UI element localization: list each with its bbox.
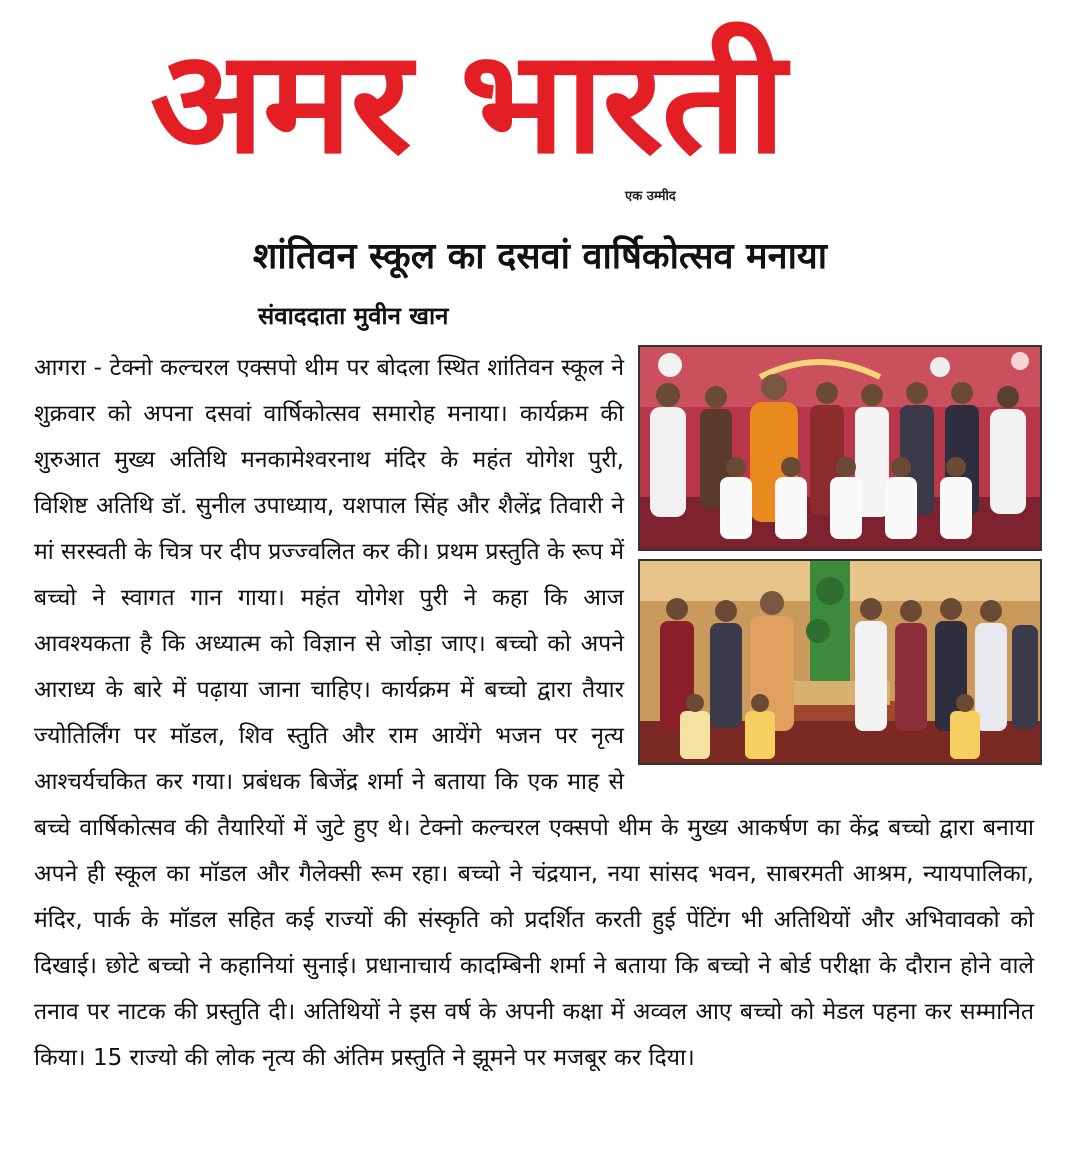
photo-column bbox=[638, 345, 1042, 765]
article-body-text: आगरा - टेक्नो कल्चरल एक्सपो थीम पर बोदला स्थित शांतिवन स्कूल ने शुक्रवार को अपना दसवां वार्षिकोत्सव समारोह मनाया। कार्यक्रम की शुरुआत मुख्य अतिथि मनकामेश्वरनाथ मंदिर के महंत योगेश पुरी, विशिष्ट अतिथि डॉ. सुनील उपाध्याय, यशपाल सिंह और शैलेंद्र तिवारी ने मां सरस्वती के चित्र पर दीप प्रज्ज्वलित कर की। प्रथम प्रस्तुति के रूप में बच्चो ने स्वागत गान गाया। महंत योगेश पुरी ने कहा कि आज आवश्यकता है कि अध्यात्म को विज्ञान से जोड़ा जाए। बच्चो को अपने आराध्य के बारे में पढ़ाया जाना चाहिए। कार्यक्रम में बच्चो द्वारा तैयार ज्योतिर्लिंग पर मॉडल, शिव स्तुति और राम आयेंगे भजन पर नृत्य आश्चर्यचकित कर गया। प्रबंधक बिजेंद्र शर्मा ने बताया कि एक माह से बच्चे वार्षिकोत्सव की तैयारियों में जुटे हुए थे। टेक्नो कल्चरल एक्सपो थीम के मुख्य आकर्षण का केंद्र बच्चो द्वारा बनाया अपने ही स्कूल का मॉडल और गैलेक्सी रूम रहा। बच्चो ने चंद्रयान, नया सांसद भवन, साबरमती आश्रम, न्यायपालिका, मंदिर, पार्क के मॉडल सहित कई राज्यों की संस्कृति को प्रदर्शित करती हुई पेंटिंग भी अतिथियों और अभिवावको को दिखाई। छोटे बच्चो ने कहानियां सुनाई। प्रधानाचार्य कादम्बिनी शर्मा ने बताया कि बच्चो ने बोर्ड परीक्षा के दौरान होने वाले तनाव पर नाटक की प्रस्तुति दी। अतिथियों ने इस वर्ष के अपनी कक्षा में अव्वल आए बच्चो को मेडल पहना कर सम्मानित किया। 15 राज्यो की लोक नृत्य की अंतिम प्रस्तुति ने झूमने पर मजबूर कर दिया। bbox=[34, 355, 1034, 1071]
article-byline: संवाददाता मुवीन खान bbox=[258, 302, 449, 330]
article-body-container bbox=[34, 345, 1034, 1081]
exhibition-group-photo bbox=[638, 559, 1042, 765]
event-group-photo bbox=[638, 345, 1042, 551]
masthead bbox=[150, 18, 910, 204]
article-headline: शांतिवन स्कूल का दसवां वार्षिकोत्सव मनाया bbox=[252, 236, 828, 277]
tagline: एक उम्मीद bbox=[625, 189, 676, 204]
newspaper-logo: अमर भारती bbox=[150, 20, 784, 186]
